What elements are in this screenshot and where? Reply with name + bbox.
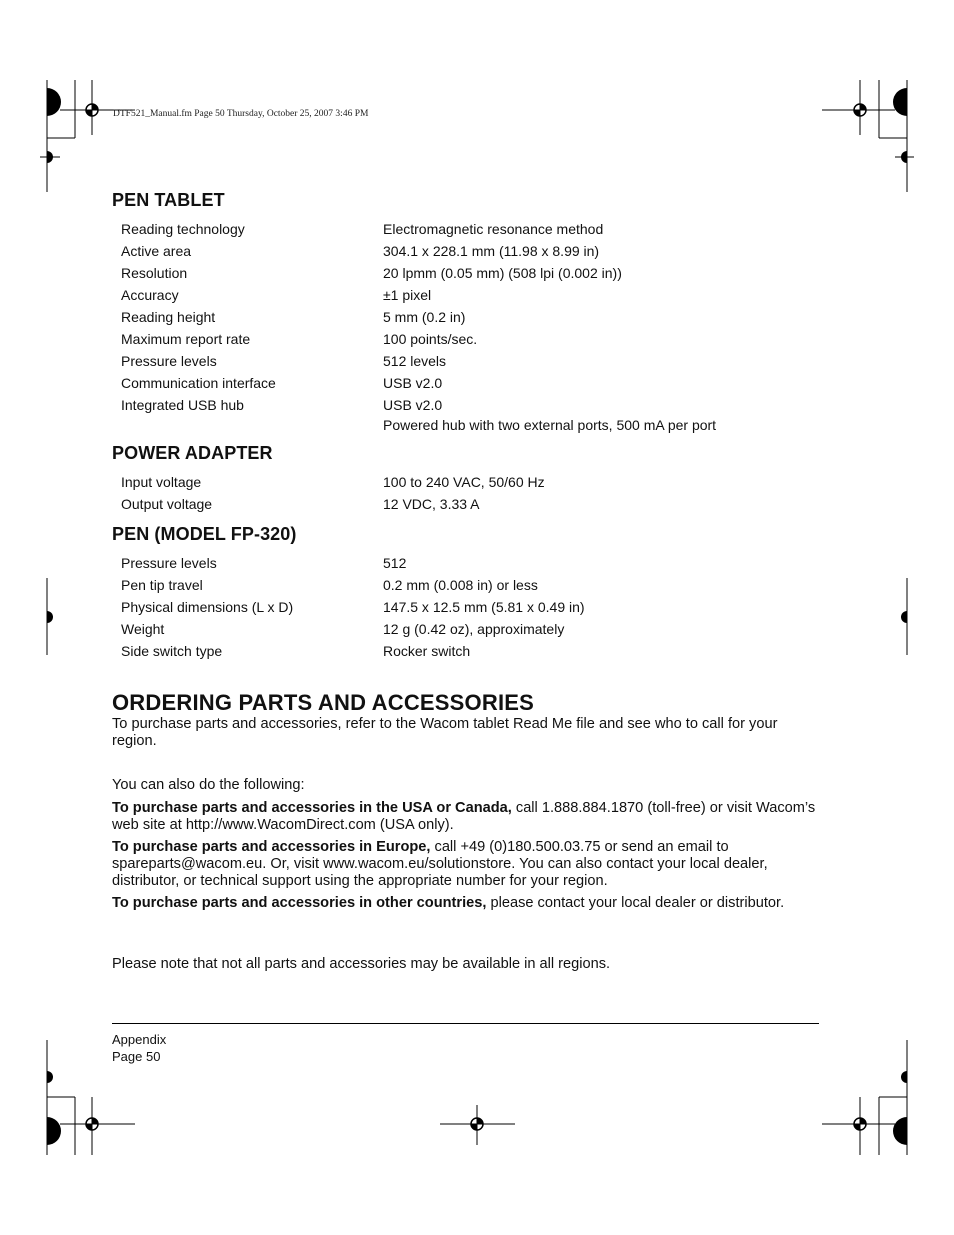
spec-row — [121, 328, 821, 350]
spec-value: 20 lpmm (0.05 mm) (508 lpi (0.002 in)) — [383, 265, 622, 281]
spec-label: Active area — [121, 243, 192, 259]
footer-section: Appendix — [112, 1032, 167, 1047]
spec-value: 0.2 mm (0.008 in) or less — [383, 577, 538, 593]
usa-text: call 1.888.884.1870 (toll-free) or visit Wacom’s web site at http://www.WacomDirect.com (USA only). — [112, 800, 816, 833]
spec-value: 512 levels — [383, 353, 447, 369]
spec-label: Pen tip travel — [121, 577, 203, 593]
spec-label: Weight — [121, 621, 165, 637]
spec-value: 5 mm (0.2 in) — [383, 309, 466, 325]
pen-tablet-heading: PEN TABLET — [112, 190, 225, 210]
spec-row — [121, 284, 821, 306]
spec-value: 304.1 x 228.1 mm (11.98 x 8.99 in) — [383, 243, 600, 259]
ordering-europe — [112, 839, 824, 890]
spec-label: Physical dimensions (L x D) — [121, 599, 294, 615]
spec-value: 100 points/sec. — [383, 331, 478, 347]
spec-label: Side switch type — [121, 643, 223, 659]
pen-tablet-specs — [121, 218, 821, 434]
pen-specs — [121, 552, 821, 662]
spec-label: Pressure levels — [121, 555, 217, 571]
spec-label: Reading technology — [121, 221, 245, 237]
ordering-heading: ORDERING PARTS AND ACCESSORIES — [112, 690, 535, 715]
spec-value: ±1 pixel — [383, 287, 432, 303]
usa-lead: To purchase parts and accessories in the USA or Canada, — [112, 800, 512, 816]
other-lead: To purchase parts and accessories in other countries, — [112, 895, 487, 911]
spec-row — [121, 618, 821, 640]
ordering-other — [112, 895, 824, 912]
spec-value: Electromagnetic resonance method — [383, 221, 604, 237]
spec-value: USB v2.0 — [383, 375, 443, 391]
ordering-intro: To purchase parts and accessories, refer to the Wacom tablet Read Me file and see who to call for your region. — [112, 716, 778, 749]
spec-row — [121, 394, 821, 434]
spec-row — [121, 306, 821, 328]
spec-row — [121, 262, 821, 284]
power-adapter-specs — [121, 471, 821, 515]
spec-value: 147.5 x 12.5 mm (5.81 x 0.49 in) — [383, 599, 585, 615]
spec-row — [121, 574, 821, 596]
file-info-header: DTF521_Manual.fm Page 50 Thursday, October 25, 2007 3:46 PM — [113, 109, 369, 119]
other-text: please contact your local dealer or distributor. — [486, 895, 785, 911]
ordering-usa — [112, 800, 824, 834]
pen-heading: PEN (MODEL FP-320) — [112, 524, 297, 544]
spec-row — [121, 240, 821, 262]
spec-row — [121, 493, 821, 515]
ordering-also: You can also do the following: — [112, 777, 305, 793]
europe-text: call +49 (0)180.500.03.75 or send an email to spareparts@wacom.eu. Or, visit www.wacom.eu/solutionstore. You can also contact your local dealer, distributor, or technical support using the appropriate number for your region. — [112, 839, 768, 889]
spec-label: Communication interface — [121, 375, 276, 391]
spec-row — [121, 596, 821, 618]
spec-value — [383, 394, 821, 434]
spec-value-note: Powered hub with two external ports, 500 mA per port — [383, 417, 717, 433]
spec-label: Resolution — [121, 265, 188, 281]
spec-label: Output voltage — [121, 496, 213, 512]
spec-value: 12 g (0.42 oz), approximately — [383, 621, 565, 637]
spec-row — [121, 372, 821, 394]
footer-page-number: Page 50 — [112, 1049, 161, 1064]
ordering-note: Please note that not all parts and accessories may be available in all regions. — [112, 956, 611, 972]
footer-rule — [112, 1023, 819, 1024]
spec-value-main: USB v2.0 — [383, 397, 443, 413]
spec-label: Accuracy — [121, 287, 179, 303]
spec-row — [121, 640, 821, 662]
europe-lead: To purchase parts and accessories in Europe, — [112, 839, 431, 855]
spec-label: Input voltage — [121, 474, 202, 490]
spec-row — [121, 471, 821, 493]
spec-value: 512 — [383, 555, 407, 571]
spec-label: Pressure levels — [121, 353, 217, 369]
spec-label: Integrated USB hub — [121, 397, 244, 413]
spec-row — [121, 350, 821, 372]
power-adapter-heading: POWER ADAPTER — [112, 443, 273, 463]
spec-label: Reading height — [121, 309, 216, 325]
spec-value: 12 VDC, 3.33 A — [383, 496, 480, 512]
spec-value: Rocker switch — [383, 643, 471, 659]
spec-label: Maximum report rate — [121, 331, 251, 347]
spec-row — [121, 552, 821, 574]
spec-value: 100 to 240 VAC, 50/60 Hz — [383, 474, 545, 490]
spec-row — [121, 218, 821, 240]
